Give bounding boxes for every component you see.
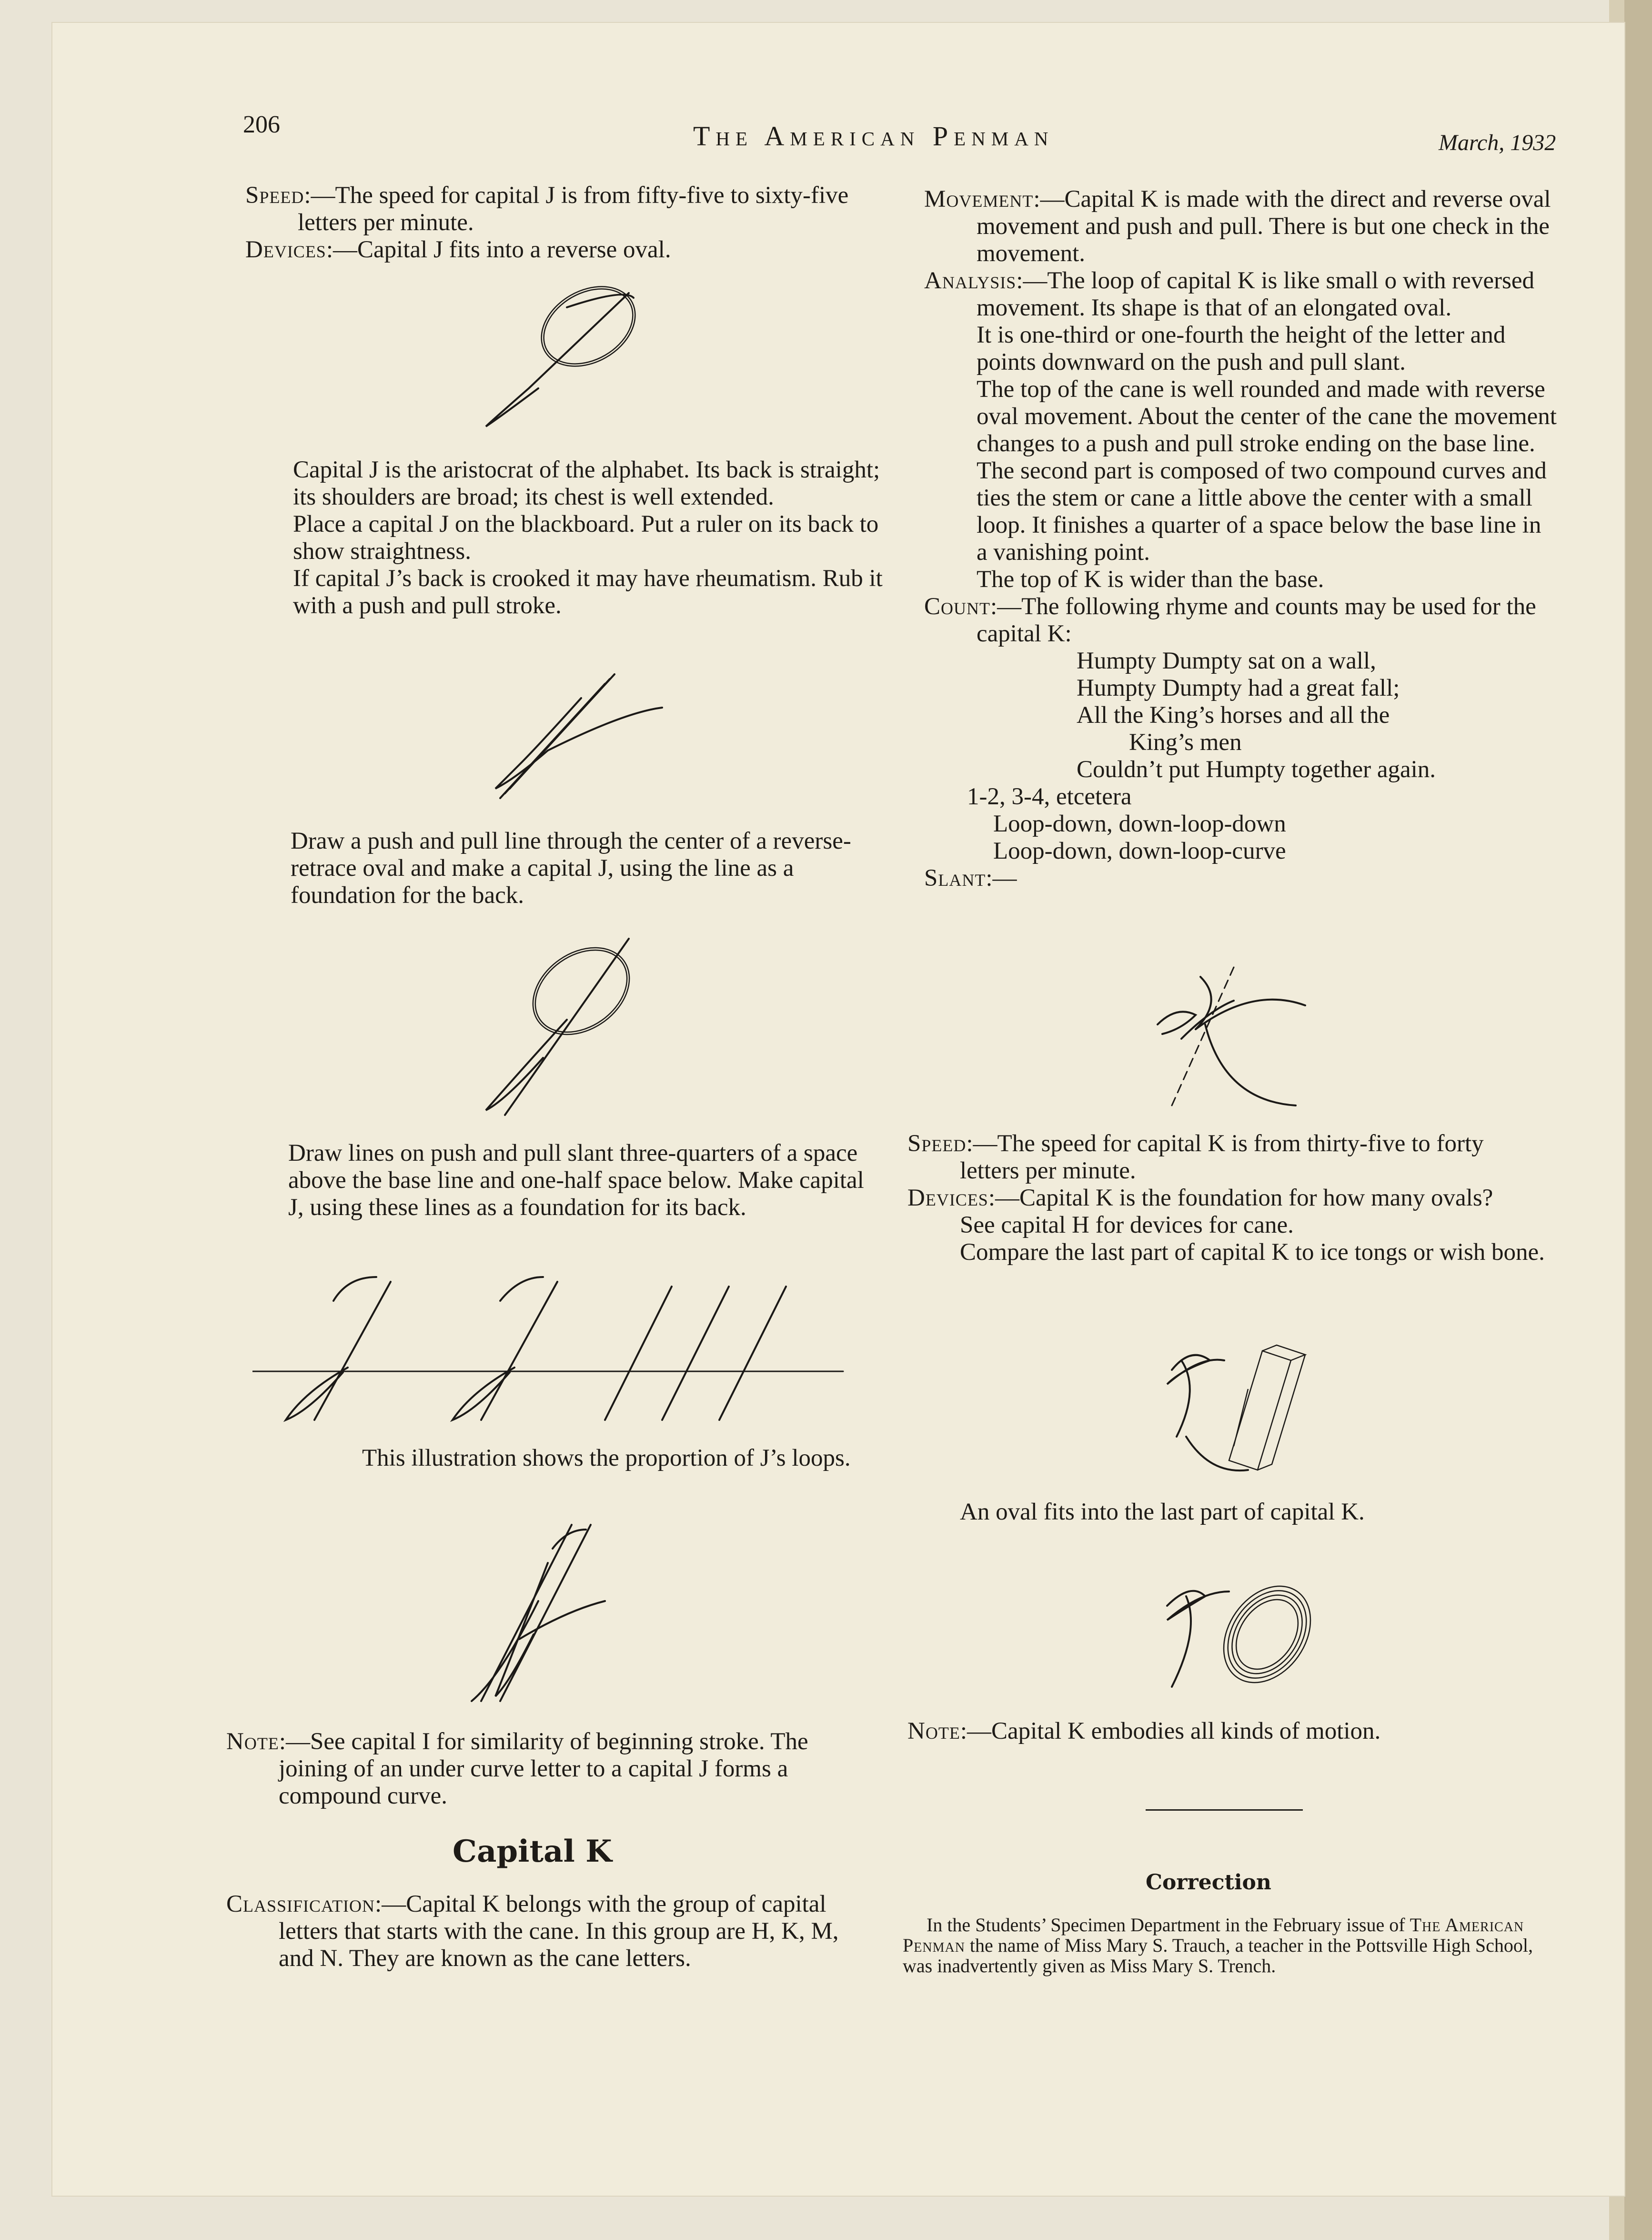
analysis-paragraph-5: The top of K is wider than the base. [977,566,1324,593]
counts-line: Loop-down, down-loop-down [993,811,1286,837]
draw-lines-paragraph: Draw lines on push and pull slant three-quarters of a space above the base line and one-half space below. Make capital J, using these lines as a foundation for its back. [288,1140,864,1221]
speed-text: :—The speed for capital K is from thirty-five to forty letters per minute. [960,1130,1484,1184]
j-in-oval-illustration [472,279,672,436]
page-edge [1624,0,1652,2240]
classification-block [226,1891,874,1972]
aristocrat-paragraph-2: Place a capital J on the blackboard. Put a ruler on its back to show straightness. [293,511,879,565]
speed-label: Speed [907,1130,967,1157]
classification-label: Classification [226,1891,375,1917]
note-label: Note [907,1718,960,1744]
analysis-paragraph-4: The second part is composed of two compound curves and ties the stem or cane a little above the center with a small loop. It finishes a quarter of a space below the base line in a vanishing point. [977,457,1547,566]
left-note-block [226,1728,874,1810]
correction-publication: The American Penman [903,1914,1524,1956]
left-speed-block [245,182,893,264]
aristocrat-paragraph-3: If capital J’s back is crooked it may have rheumatism. Rub it with a push and pull stroke. [293,565,883,619]
right-speed-block [907,1130,1546,1266]
correction-paragraph [903,1915,1541,1976]
rhyme-line: Humpty Dumpty had a great fall; [1077,675,1400,701]
rhyme-line: Humpty Dumpty sat on a wall, [1077,648,1376,674]
page-number: 206 [243,111,280,138]
rhyme-line: King’s men [1129,729,1242,756]
draw-push-paragraph: Draw a push and pull line through the center of a reverse-retrace oval and make a capital J, using the line as a foundation for the back. [291,828,851,909]
push-pull-j-illustration [472,665,672,808]
right-analysis-block [924,186,1558,892]
capital-k-heading: Capital K [453,1834,612,1869]
section-divider [1146,1809,1303,1811]
correction-text-a: In the Students’ Specimen Department in the February issue of [927,1914,1405,1936]
counts-line: 1-2, 3-4, etcetera [967,783,1132,810]
analysis-paragraph-2: It is one-third or one-fourth the height of the letter and points downward on the push and pull slant. [977,322,1506,375]
slant-label: Slant [924,865,986,892]
devices-text: :—Capital K is the foundation for how many ovals? [988,1185,1493,1211]
counts-line: Loop-down, down-loop-curve [993,838,1286,864]
movement-text: :—Capital K is made with the direct and reverse oval movement and push and pull. There is but one check in the movement. [977,186,1551,267]
j-slant-lines-illustration [252,1267,853,1439]
speed-text: :—The speed for capital J is from fifty-five to sixty-five letters per minute. [298,182,849,236]
devices-label: Devices [907,1185,988,1211]
oval-caption: An oval fits into the last part of capital K. [960,1499,1365,1525]
devices-paragraph-2: See capital H for devices for cane. [960,1212,1294,1238]
devices-paragraph-3: Compare the last part of capital K to ice tongs or wish bone. [960,1239,1545,1266]
rhyme-line: Couldn’t put Humpty together again. [1077,756,1436,783]
analysis-text: :—The loop of capital K is like small o with reversed movement. Its shape is that of an elongated oval. [977,267,1534,321]
note-text: :—Capital K embodies all kinds of motion. [960,1718,1381,1744]
devices-text: :—Capital J fits into a reverse oval. [326,236,671,263]
classification-text: :—Capital K belongs with the group of capital letters that starts with the cane. In this group are H, K, M, and N. They are known as the cane letters. [279,1891,839,1972]
speed-label: Speed [245,182,304,209]
count-text: :—The following rhyme and counts may be used for the capital K: [977,593,1536,647]
issue-date: March, 1932 [1439,130,1556,155]
analysis-paragraph-3: The top of the cane is well rounded and made with reverse oval movement. About the center of the cane the movement changes to a push and pull stroke ending on the base line. [977,376,1557,457]
analysis-label: Analysis [924,267,1017,294]
devices-label: Devices [245,236,326,263]
slant-text: :— [986,865,1017,892]
aristocrat-paragraph-1: Capital J is the aristocrat of the alphabet. Its back is straight; its shoulders are broad; its chest is well extended. [293,456,880,510]
rhyme [924,648,1558,783]
j-loops-illustration [443,1520,634,1711]
movement-label: Movement [924,186,1034,213]
k-tongs-illustration [1153,1341,1324,1484]
note-label: Note [226,1728,279,1755]
correction-text-b: the name of Miss Mary S. Trauch, a teacher in the Pottsville High School, was inadvertently given as Miss Mary S. Trench. [903,1935,1533,1976]
k-slant-illustration [1143,963,1324,1115]
count-label: Count [924,593,991,620]
correction-heading: Correction [1146,1870,1271,1895]
j-retrace-oval-illustration [472,929,672,1129]
aristocrat-block [293,456,884,619]
k-oval-illustration [1153,1572,1334,1701]
right-note-block [907,1718,1546,1745]
illustration-caption: This illustration shows the proportion of J’s loops. [362,1445,851,1471]
rhyme-line: All the King’s horses and all the [1077,702,1390,729]
note-text: :—See capital I for similarity of beginning stroke. The joining of an under curve letter to a capital J forms a compound curve. [279,1728,808,1809]
running-title: The American Penman [693,121,1054,152]
